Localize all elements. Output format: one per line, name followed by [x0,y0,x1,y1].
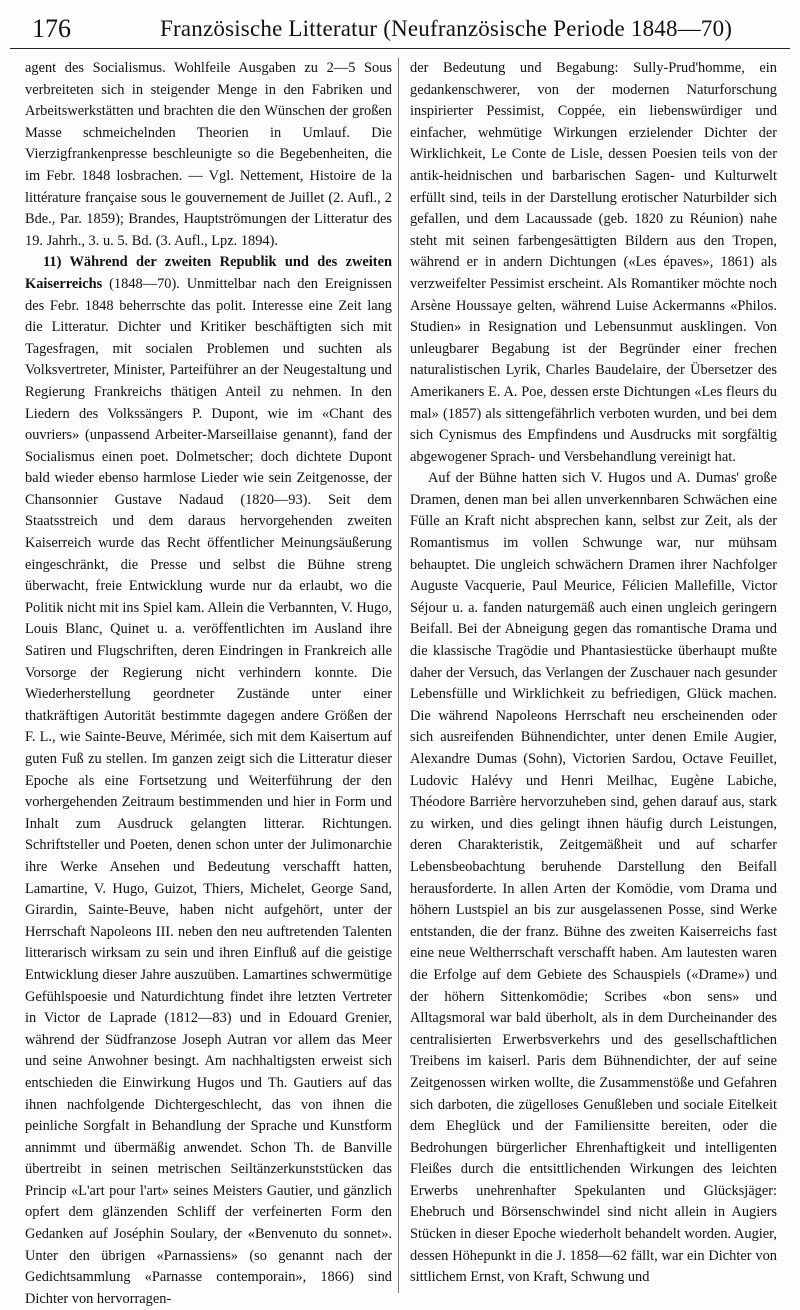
left-column [25,58,392,1310]
section-heading: 11) Während der zweiten Republik und des zweiten Kaiserreichs [25,254,392,292]
column-divider [398,58,399,1293]
right-column [410,58,777,1289]
paragraph-text: (1848—70). Unmittelbar nach den Ereignissen des Febr. 1848 beherrschte das polit. Interesse eine Zeit lang die Litteratur. Dichter und Kritiker beschäftigten sich mit Tagesfragen, mit socialen Problemen und suchten als Volksvertreter, Minister, Parteiführer an der Neugestaltung und Regierung Frankreichs thätigen Anteil zu nehmen. In den Liedern des Volkssängers P. Dupont, wie im «Chant des ouvriers» (unpassend Arbeiter-Marseillaise genannt), fand der Socialismus einen poet. Dolmetscher; doch dichtete Dupont bald wieder ebenso harmlose Lieder wie sein Zeitgenosse, der Chansonnier Gustave Nadaud (1820—93). Seit dem Staatsstreich und dem daraus hervorgehenden zweiten Kaiserreich wurde das Recht öffentlicher Meinungsäußerung eingeschränkt, die Presse und selbst die Bühne streng überwacht, freie Entwicklung wurde nur da erlaubt, wo die Politik nicht mit ins Spiel kam. Allein die Verbannten, V. Hugo, Louis Blanc, Quinet u. a. veröffentlichten im Ausland ihre Satiren und Flugschriften, deren Eindringen in Frankreich alle Vorsorge der Regierung nicht verhindern konnte. Die Wiederherstellung geordneter Zustände unter einer thatkräftigen Autorität bestimmte dagegen andere Größen der F. L., wie Sainte-Beuve, Mérimée, sich mit dem Kaisertum auf guten Fuß zu stellen. Im ganzen zeigt sich die Litteratur dieser Epoche als eine Fortsetzung und Weiterführung der den vorhergehenden Zeitraum bestimmenden und hier in Form und Inhalt zum Ausdruck gelangten litterar. Richtungen. Schriftsteller und Poeten, denen schon unter der Julimonarchie ihre Werke Ansehen und Bedeutung verschafft hatten, Lamartine, V. Hugo, Guizot, Thiers, Michelet, George Sand, Girardin, Sainte-Beuve, haben nicht aufgehört, unter der Herrschaft Napoleons III. neben den neu auftretenden Talenten litterarisch wirksam zu sein und ihren Einfluß auf die geistige Entwicklung dieser Jahre auszuüben. Lamartines schwermütige Gefühlspoesie und Naturdichtung findet ihre letzten Vertreter in Victor de Laprade (1812—83) und in Edouard Grenier, während der Südfranzose Joseph Autran vor allem das Meer und seine Anwohner besingt. Am nachhaltigsten erweist sich entschieden die Einwirkung Hugos und Th. Gautiers auf das ihnen nachfolgende Dichtergeschlecht, das von ihnen die peinliche Sorgfalt in Behandlung der Sprache und Kunstform annimmt und übermäßig anwendet. Schon Th. de Banville übertreibt in seinen metrischen Seiltänzerkunststücken das Princip «L'art pour l'art» seines Meisters Gautier, und gänzlich opfert dem glänzenden Schliff der verfeinerten Form den Gedanken auf Joséphin Soulary, der «Benvenuto du sonnet». Unter den übrigen «Parnassiens» (so genannt nach der Gedichtsammlung «Parnasse contemporain», 1866) sind Dichter von hervorragen- [25,275,392,1307]
running-title: Französische Litteratur (Neufranzösische Periode 1848—70) [160,16,733,41]
paragraph: der Bedeutung und Begabung: Sully-Prud'homme, ein gedankenschwerer, von der modernen Naturforschung inspirierter Pessimist, Coppée, ein liebenswürdiger und einfacher, wehmütige Wirkungen erzielender Dichter der Wirklichkeit, Le Conte de Lisle, dessen Poesien teils von der antik-heidnischen und barbarischen Sagen- und Kulturwelt erfüllt sind, teils in der Darstellung erotischer Naturbilder sich gefallen, und dem Lacaussade (geb. 1820 zu Réunion) nahe steht mit seinen farbengesättigten Bildern aus den Tropen, während er in andern Dichtungen («Les épaves», 1861) als verzweifelter Pessimist erscheint. Als Romantiker möchte noch Arsène Houssaye gelten, während Luise Ackermanns «Philos. Studien» in Resignation und Lebensunmut ausklingen. Von unleugbarer Begabung ist der Begründer einer frechen naturalistischen Lyrik, Charles Baudelaire, der Übersetzer des Amerikaners E. A. Poe, dessen erste Dichtungen «Les fleurs du mal» (1857) als sittengefährlich verboten wurden, und bei dem sich Cynismus des Empfindens und Ausdrucks mit sorgfältig abgewogener Sprach- und Versbehandlung vereinigt hat. [410,60,777,465]
page-number: 176 [32,14,71,43]
paragraph [25,252,392,1310]
page-header [10,8,790,49]
paragraph: Auf der Bühne hatten sich V. Hugos und A. Dumas' große Dramen, denen man bei allen unverkennbaren Schwächen eine Fülle an Kraft nicht absprechen kann, selbst zur Zeit, als der Romantismus im vollen Schwunge war, nur mühsam behauptet. Die ungleich schwächern Dramen ihrer Nachfolger Auguste Vacquerie, Paul Meurice, Félicien Mallefille, Victor Séjour u. a. fanden naturgemäß auch einen ungleich geringern Beifall. Bei der Abneigung gegen das romantische Drama und die klassische Tragödie und Phantasiestücke überhaupt mußte daher der Versuch, das Verlangen der Zuschauer nach gesunder Lebensfülle und Wirklichkeit zu befriedigen, Glück machen. Die während Napoleons Herrschaft neu erscheinenden oder sich ausreifenden Bühnendichter, unter denen Emile Augier, Alexandre Dumas (Sohn), Victorien Sardou, Octave Feuillet, Ludovic Halévy und Henri Meilhac, Eugène Labiche, Théodore Barrière hervorzuheben sind, gehen darauf aus, stark zu wirken, und dies gelingt ihnen häufig durch Leistungen, deren Charakteristik, Zeitgemäßheit und auf scharfer Lebensbeobachtung beruhende Darstellung den Beifall herausforderte. In allen Arten der Komödie, vom Drama und höhern Lustspiel an bis zur ausgelassenen Posse, sind Werke entstanden, die der franz. Bühne des zweiten Kaiserreichs fast eine neue Weltherrschaft verschafft haben. Am lautesten waren die Erfolge auf dem Gebiete des Schauspiels («Drame») und der höhern Sittenkomödie; Scribes «bon sens» und Alltagsmoral war bald überholt, als in dem Durcheinander des centralisierten Erwerbsverkehrs und des gesellschaftlichen Treibens im kaiserl. Paris dem Bühnendichter, der auf seine Zeitgenossen wirken wollte, die Zusammenstöße und Gefahren sich darboten, die zügelloses Genußleben und sociale Eitelkeit dem Eheglück und der Familiensitte bereiten, oder die Bedrohungen bürgerlicher Ehrenhaftigkeit und intelligenten Fleißes durch die entsittlichenden Wirkungen des leichten Erwerbs unehrenhafter Spekulanten und Glücksjäger: Ehebruch und Börsenschwindel sind nicht allein in Augiers Stücken in dieser Epoche wiederholt behandelt worden. Augier, dessen Höhepunkt in die J. 1858—62 fällt, war ein Dichter von sittlichem Ernst, von Kraft, Schwung und [410,470,777,1286]
paragraph: agent des Socialismus. Wohlfeile Ausgaben zu 2—5 Sous verbreiteten sich in steigender Menge in den Fabriken und Arbeitswerkstätten und brachten die den Wünschen der großen Masse schmeichelnden Theorien in Umlauf. Die Vierzigfrankenpresse beschleunigte so die Begebenheiten, die im Febr. 1848 losbrachen. — Vgl. Nettement, Histoire de la littérature française sous le gouvernement de Juillet (2. Aufl., 2 Bde., Par. 1859); Brandes, Hauptströmungen der Litteratur des 19. Jahrh., 3. u. 5. Bd. (3. Aufl., Lpz. 1894). [25,60,392,249]
